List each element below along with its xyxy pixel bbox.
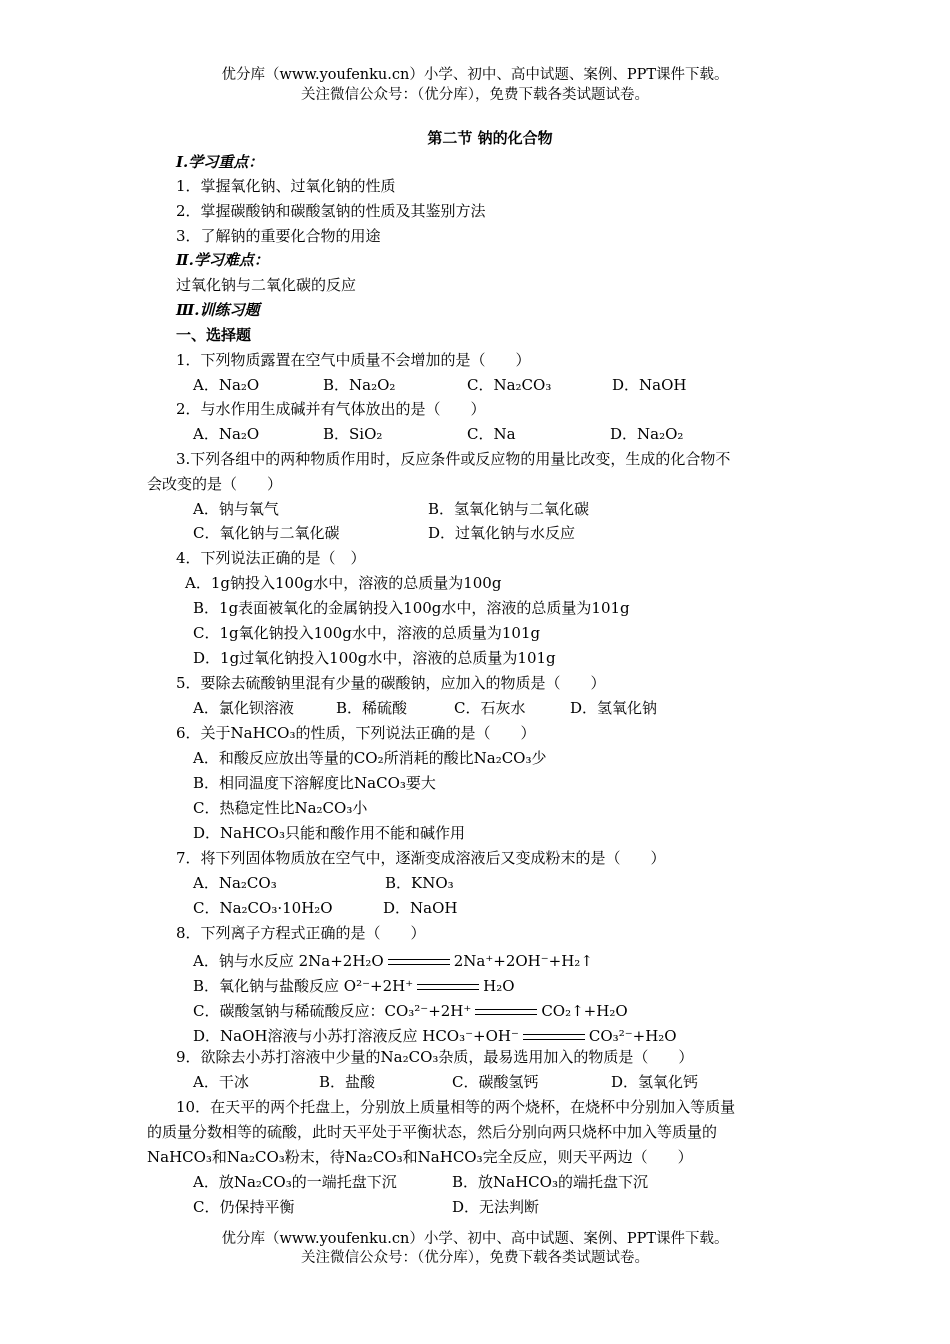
option-d: D．氢氧化钠 [570, 699, 658, 717]
option-d [193, 1025, 677, 1047]
option-d: D．1g过氧化钠投入100g水中，溶液的总质量为101g [193, 649, 556, 667]
difficulty-title: Ⅱ.学习难点： [176, 251, 269, 269]
option-c: C．石灰水 [454, 699, 526, 717]
equation-left: A．钠与水反应 2Na+2H₂O [193, 952, 384, 970]
footer-line-1: 优分库（www.youfenku.cn）小学、初中、高中试题、案例、PPT课件下载。 [221, 1231, 729, 1247]
option-a: A．放Na₂CO₃的一端托盘下沉 [193, 1173, 397, 1191]
option-b [193, 975, 515, 997]
option-d: D．Na₂O₂ [610, 425, 684, 443]
focus-title: Ⅰ.学习重点： [176, 153, 264, 171]
option-a: A．钠与氧气 [193, 500, 279, 518]
question-stem-cont: NaHCO₃和Na₂CO₃粉末，待Na₂CO₃和NaHCO₃完全反应，则天平两边（ ） [147, 1148, 693, 1166]
option-b: B．放NaHCO₃的端托盘下沉 [452, 1173, 648, 1191]
page-title: 第二节 钠的化合物 [427, 129, 553, 147]
question-stem: 3.下列各组中的两种物质作用时，反应条件或反应物的用量比改变，生成的化合物不 [176, 450, 731, 468]
header-line-2: 关注微信公众号：（优分库），免费下载各类试题试卷。 [301, 87, 649, 103]
question-stem: 1．下列物质露置在空气中质量不会增加的是（ ） [176, 351, 531, 369]
option-c [193, 1000, 628, 1022]
option-c: C．Na₂CO₃ [467, 376, 552, 394]
equals-sign-icon [523, 1034, 585, 1040]
equation-right: 2Na⁺+2OH⁻+H₂↑ [453, 952, 593, 970]
equation-right: CO₂↑+H₂O [541, 1002, 628, 1020]
option-d: D．氢氧化钙 [611, 1073, 699, 1091]
equation-left: C．碳酸氢钠与稀硫酸反应：CO₃²⁻+2H⁺ [193, 1002, 472, 1020]
equation-right: H₂O [483, 977, 515, 995]
option-c: C．Na [467, 425, 516, 443]
option-c: C．热稳定性比Na₂CO₃小 [193, 799, 368, 817]
header-line-1: 优分库（www.youfenku.cn）小学、初中、高中试题、案例、PPT课件下载。 [221, 67, 729, 83]
option-a: A．和酸反应放出等量的CO₂所消耗的酸比Na₂CO₃少 [193, 749, 547, 767]
equation-left: B．氧化钠与盐酸反应 O²⁻+2H⁺ [193, 977, 414, 995]
option-b: B．盐酸 [319, 1073, 376, 1091]
question-stem: 8．下列离子方程式正确的是（ ） [176, 924, 426, 942]
option-a: A．氯化钡溶液 [193, 699, 294, 717]
option-d: D．NaOH [612, 376, 687, 394]
question-stem: 6．关于NaHCO₃的性质，下列说法正确的是（ ） [176, 724, 536, 742]
question-stem: 5．要除去硫酸钠里混有少量的碳酸钠，应加入的物质是（ ） [176, 674, 606, 692]
option-b: B．稀硫酸 [336, 699, 408, 717]
equals-sign-icon [388, 959, 450, 965]
option-c: C．氧化钠与二氧化碳 [193, 524, 340, 542]
option-d: D．过氧化钠与水反应 [428, 524, 576, 542]
question-stem-cont: 的质量分数相等的硫酸，此时天平处于平衡状态，然后分别向两只烧杯中加入等质量的 [147, 1123, 718, 1141]
equation-right: CO₃²⁻+H₂O [588, 1027, 677, 1045]
option-b: B．1g表面被氧化的金属钠投入100g水中，溶液的总质量为101g [193, 599, 630, 617]
option-a: A．Na₂CO₃ [193, 874, 277, 892]
option-a [193, 950, 593, 972]
option-b: B．Na₂O₂ [323, 376, 396, 394]
option-c: C．1g氧化钠投入100g水中，溶液的总质量为101g [193, 624, 541, 642]
option-c: C．仍保持平衡 [193, 1198, 295, 1216]
exercise-title: Ⅲ.训练习题 [176, 301, 260, 319]
equals-sign-icon [417, 984, 479, 990]
choice-title: 一、选择题 [176, 326, 252, 344]
option-c: C．Na₂CO₃·10H₂O [193, 899, 333, 917]
footer-line-2: 关注微信公众号：（优分库），免费下载各类试题试卷。 [301, 1250, 649, 1266]
focus-item: 2．掌握碳酸钠和碳酸氢钠的性质及其鉴别方法 [176, 202, 486, 220]
option-c: C．碳酸氢钙 [452, 1073, 539, 1091]
question-stem: 7．将下列固体物质放在空气中，逐渐变成溶液后又变成粉末的是（ ） [176, 849, 666, 867]
option-a: A．1g钠投入100g水中，溶液的总质量为100g [185, 574, 502, 592]
equals-sign-icon [475, 1009, 537, 1015]
option-d: D．无法判断 [452, 1198, 540, 1216]
option-a: A．Na₂O [193, 376, 260, 394]
question-stem: 10．在天平的两个托盘上，分别放上质量相等的两个烧杯，在烧杯中分别加入等质量 [176, 1098, 736, 1116]
option-a: A．干冰 [193, 1073, 249, 1091]
option-d: D．NaOH [383, 899, 458, 917]
option-b: B．KNO₃ [385, 874, 454, 892]
focus-item: 3．了解钠的重要化合物的用途 [176, 227, 381, 245]
option-d: D．NaHCO₃只能和酸作用不能和碱作用 [193, 824, 465, 842]
focus-item: 1．掌握氧化钠、过氧化钠的性质 [176, 177, 396, 195]
question-stem: 9．欲除去小苏打溶液中少量的Na₂CO₃杂质，最易选用加入的物质是（ ） [176, 1048, 694, 1066]
option-b: B．氢氧化钠与二氧化碳 [428, 500, 590, 518]
option-b: B．相同温度下溶解度比NaCO₃要大 [193, 774, 436, 792]
option-b: B．SiO₂ [323, 425, 383, 443]
question-stem: 4．下列说法正确的是（ ） [176, 549, 366, 567]
option-a: A．Na₂O [193, 425, 260, 443]
question-stem: 2．与水作用生成碱并有气体放出的是（ ） [176, 400, 486, 418]
question-stem-cont: 会改变的是（ ） [147, 475, 283, 493]
difficulty-text: 过氧化钠与二氧化碳的反应 [176, 276, 357, 294]
equation-left: D．NaOH溶液与小苏打溶液反应 HCO₃⁻+OH⁻ [193, 1027, 519, 1045]
